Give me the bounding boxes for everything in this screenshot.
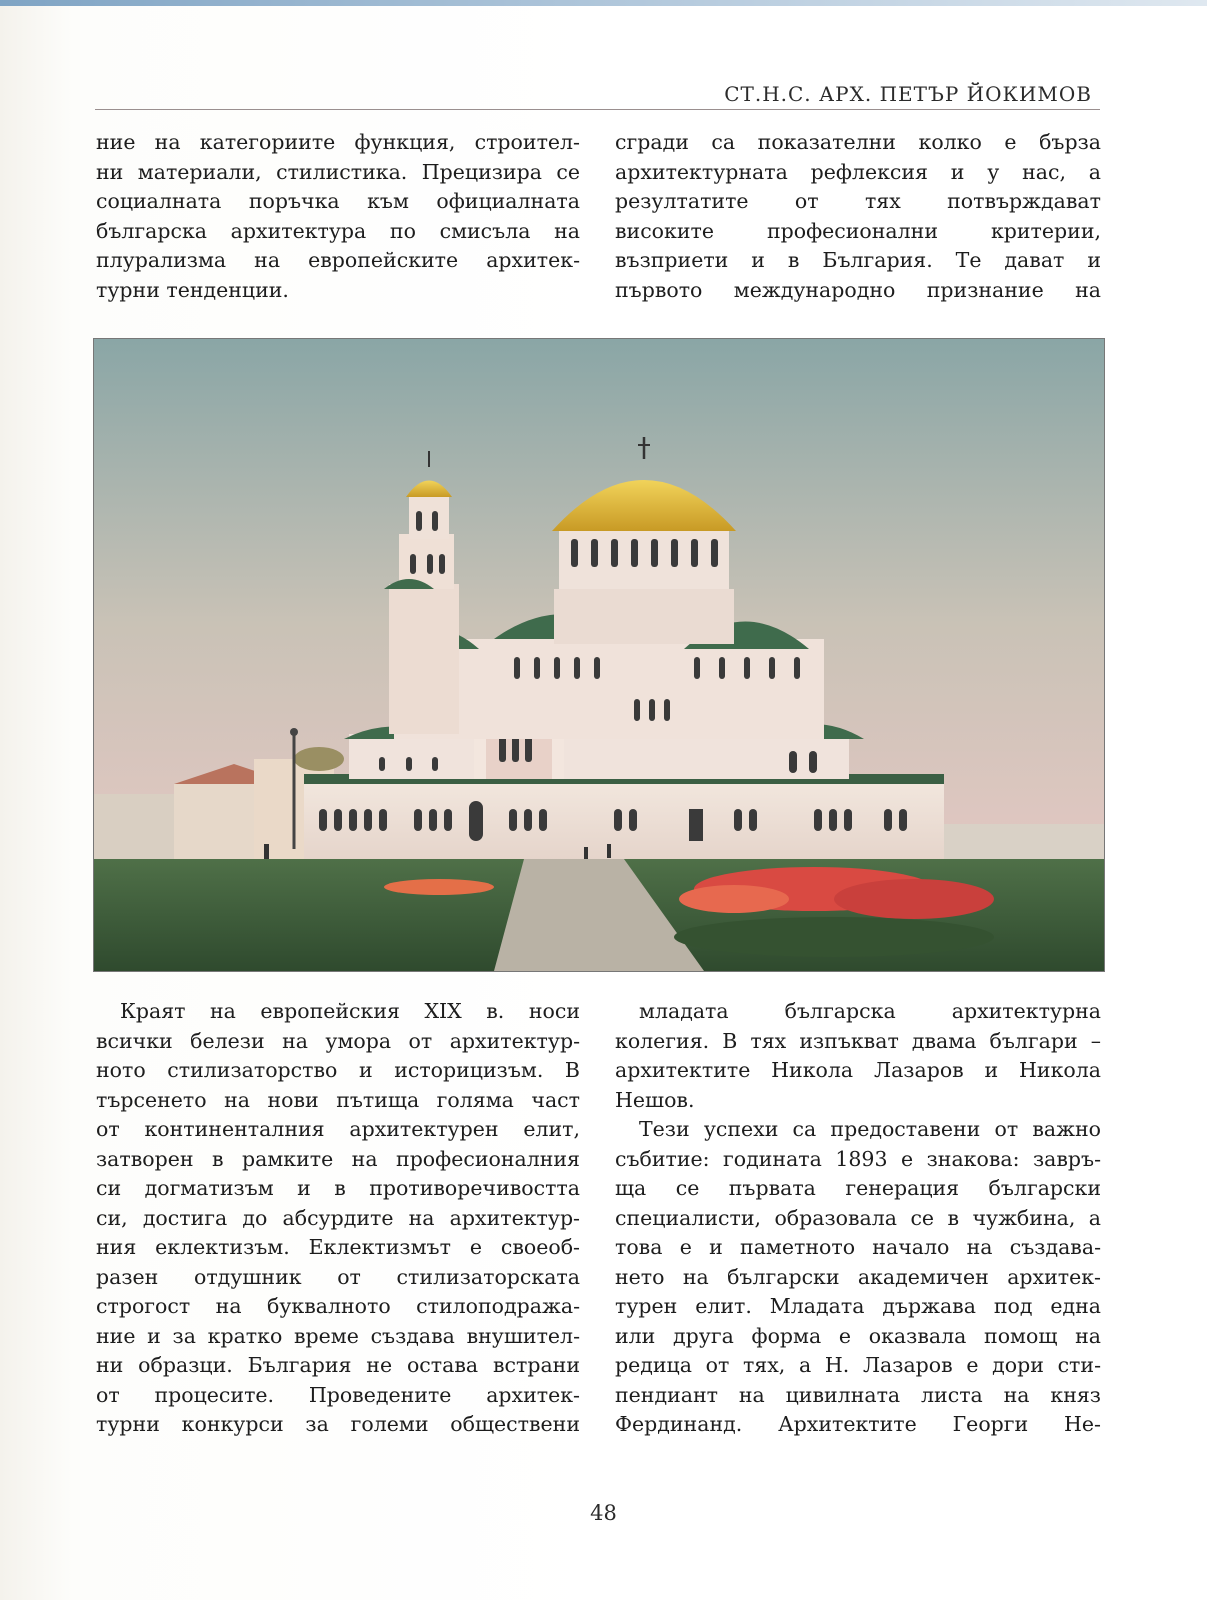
text-line: строгост на буквалното стилоподража- xyxy=(96,1294,580,1318)
text-line: ща се първата генерация български xyxy=(615,1176,1101,1200)
text-line: затворен в рамките на професионалния xyxy=(96,1146,580,1171)
running-head: СТ.Н.С. АРХ. ПЕТЪР ЙОКИМОВ xyxy=(724,82,1092,106)
text-line: всички белези на умора от архитектур- xyxy=(96,1028,580,1053)
top-edge-band xyxy=(0,0,1207,6)
text-line: пендиант на цивилната листа на княз xyxy=(615,1382,1101,1407)
text-line: си, достига до абсурдите на архитектур- xyxy=(96,1205,580,1230)
text-line: ни материали, стилистика. Прецизира се xyxy=(96,159,580,184)
top-right-column xyxy=(615,128,1101,305)
text-line: разен отдушник от стилизаторската xyxy=(96,1264,580,1289)
text-line: Краят на европейския XIX в. носи xyxy=(120,999,580,1023)
text-line: младата българска архитектурна xyxy=(639,999,1101,1023)
text-line: ние и за кратко време създава внушител- xyxy=(96,1323,580,1348)
text-line: специалисти, образовала се в чужбина, а xyxy=(615,1205,1101,1230)
bottom-right-column xyxy=(615,997,1101,1440)
text-line: възприети и в България. Те дават и xyxy=(615,248,1101,272)
text-line: от процесите. Проведените архитек- xyxy=(96,1382,580,1407)
text-line: колегия. В тях изпъкват двама българи – xyxy=(615,1028,1101,1053)
text-line: турни конкурси за големи обществени xyxy=(96,1412,580,1436)
text-line: Тези успехи са предоставени от важно xyxy=(639,1117,1101,1141)
text-line: първото международно признание на xyxy=(615,277,1101,302)
text-line: българска архитектура по смисъла на xyxy=(96,218,580,243)
text-line: сгради са показателни колко е бърза xyxy=(615,130,1101,154)
top-left-column xyxy=(96,128,580,305)
text-line: ни образци. България не остава встрани xyxy=(96,1353,580,1377)
text-line: това е и паметното начало на създава- xyxy=(615,1235,1101,1259)
text-line: резултатите от тях потвърждават xyxy=(615,189,1101,213)
text-line: плурализма на европейските архитек- xyxy=(96,248,580,272)
bottom-left-column xyxy=(96,997,580,1440)
text-line: високите професионални критерии, xyxy=(615,218,1101,243)
text-line: си догматизъм и в противоречивостта xyxy=(96,1176,580,1200)
text-line: турен елит. Младата държава под една xyxy=(615,1294,1101,1318)
page-number: 48 xyxy=(590,1501,617,1525)
text-line: социалната поръчка към официалната xyxy=(96,189,580,213)
text-line: Фердинанд. Архитектите Георги Не- xyxy=(615,1412,1101,1436)
text-line: турни тенденции. xyxy=(96,277,289,302)
text-line: търсенето на нови пътища голяма част xyxy=(96,1087,580,1112)
text-line: от континенталния архитектурен елит, xyxy=(96,1117,580,1141)
cathedral-illustration xyxy=(94,339,1104,971)
text-line: ние на категориите функция, строител- xyxy=(96,130,580,154)
header-rule xyxy=(95,109,1100,110)
text-line: ното стилизаторство и историцизъм. В xyxy=(96,1058,580,1082)
text-line: събитие: годината 1893 е знакова: завръ- xyxy=(615,1146,1101,1171)
text-line: нето на български академичен архитек- xyxy=(615,1264,1101,1289)
text-line: архитектурната рефлексия и у нас, а xyxy=(615,159,1101,184)
text-line: Нешов. xyxy=(615,1087,695,1112)
text-line: редица от тях, а Н. Лазаров е дори сти- xyxy=(615,1353,1101,1377)
text-line: или друга форма е оказвала помощ на xyxy=(615,1323,1101,1348)
text-line: архитектите Никола Лазаров и Никола xyxy=(615,1058,1101,1082)
cathedral-photo xyxy=(93,338,1105,972)
text-line: ния еклектизъм. Еклектизмът е своеоб- xyxy=(96,1235,580,1259)
